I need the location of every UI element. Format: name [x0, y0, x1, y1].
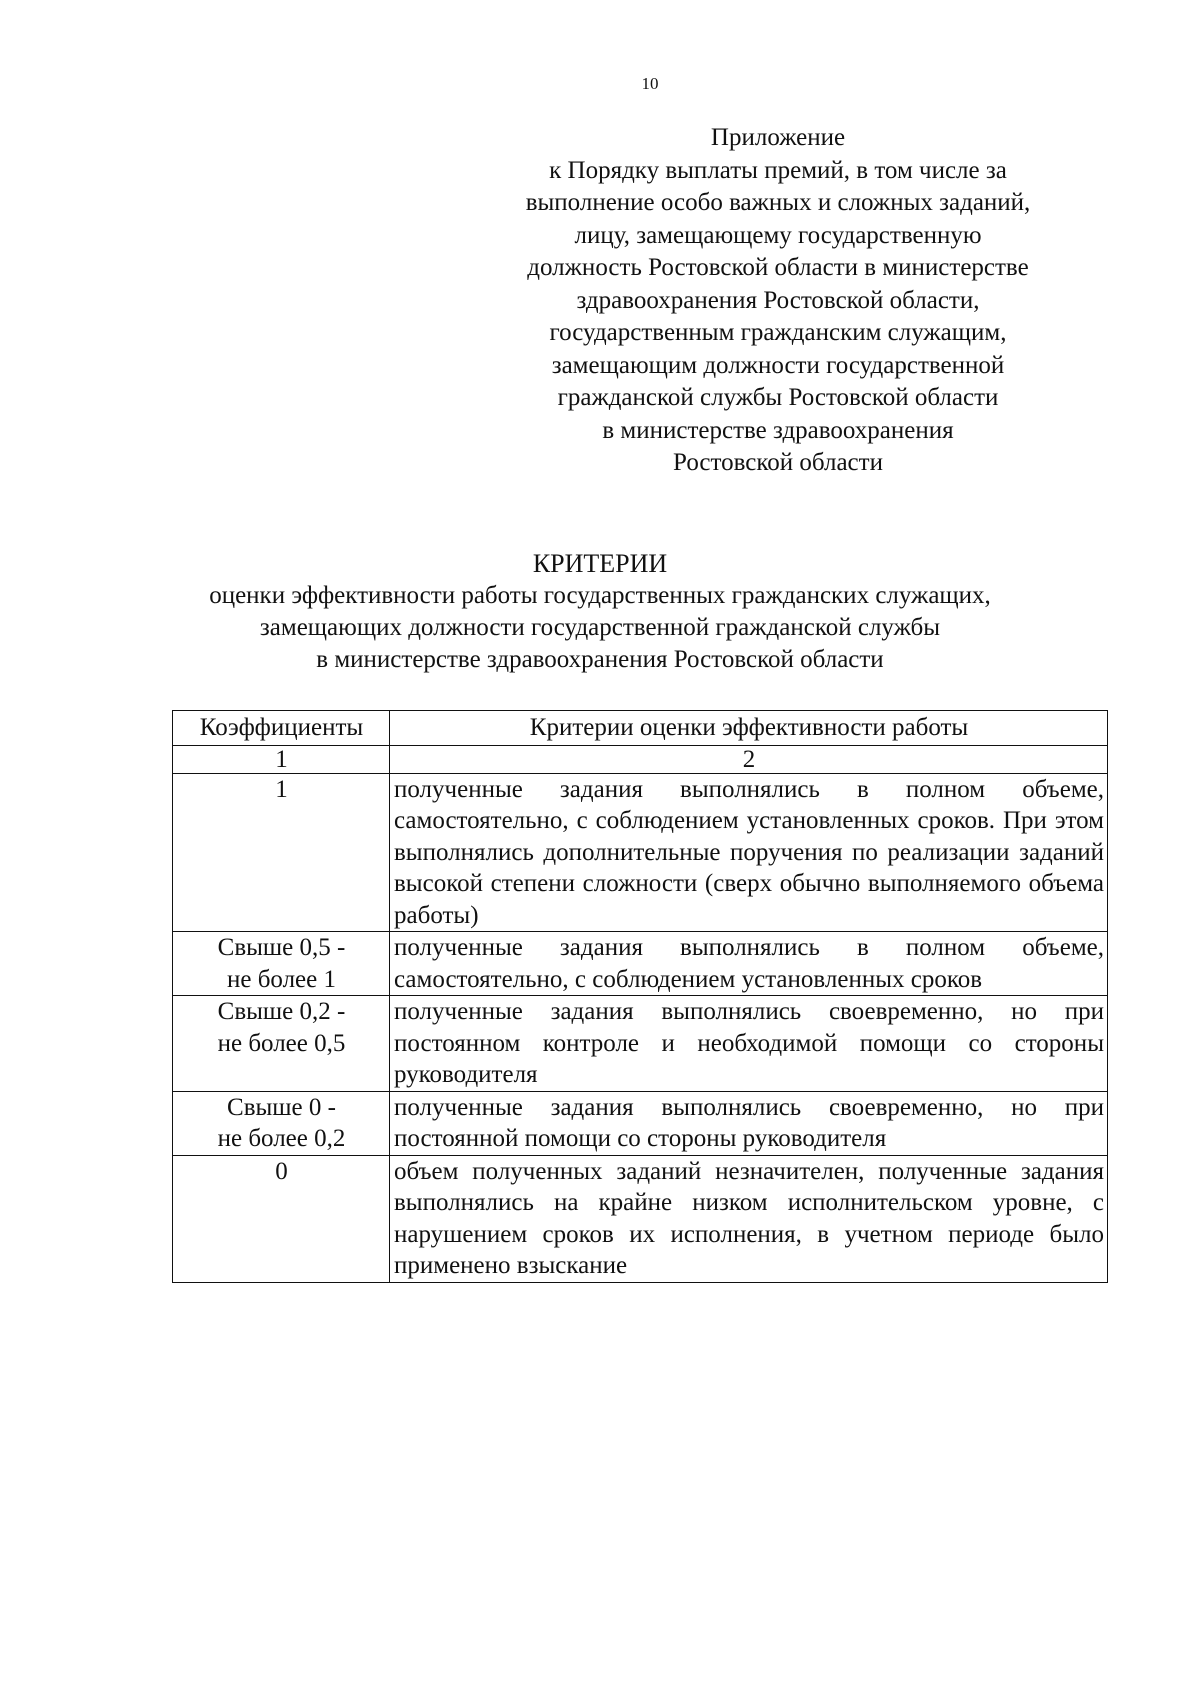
- page-number: 10: [641, 74, 659, 93]
- table-row: [173, 1091, 1108, 1155]
- subtitle-line: в министерстве здравоохранения Ростовской области: [316, 646, 884, 673]
- coefficient-value: 0: [275, 1157, 288, 1185]
- appendix-line: гражданской службы Ростовской области: [557, 384, 999, 411]
- table-row: [173, 932, 1108, 996]
- document-subtitle: [0, 580, 1200, 676]
- table-column-numbers-row: [173, 745, 1108, 773]
- subtitle-line: оценки эффективности работы государственных гражданских служащих,: [209, 582, 991, 609]
- appendix-line: в министерстве здравоохранения: [602, 416, 954, 444]
- criteria-cell: объем полученных заданий незначителен, полученные задания выполнялись на крайне низком исполнительском уровне, с нарушением сроков их исполнения, в учетном периоде было применено взыскание: [390, 1155, 1108, 1282]
- document-title: КРИТЕРИИ: [532, 549, 668, 578]
- coefficient-value: Свыше 0,5 -: [217, 934, 346, 961]
- header-criteria: Критерии оценки эффективности работы: [390, 711, 1108, 746]
- appendix-line: должность Ростовской области в министерстве: [527, 254, 1029, 281]
- coefficient-value: не более 1: [226, 965, 337, 993]
- appendix-line: лицу, замещающему государственную: [574, 221, 982, 249]
- appendix-line: государственным гражданским служащим,: [549, 319, 1007, 346]
- coefficient-value: 1: [275, 775, 288, 803]
- coefficient-cell: [173, 996, 390, 1092]
- table-row: [173, 1155, 1108, 1282]
- appendix-line: Приложение: [710, 124, 846, 151]
- coefficient-cell: [173, 773, 390, 932]
- table-row: [173, 773, 1108, 932]
- column-number: 1: [173, 745, 390, 773]
- criteria-cell: полученные задания выполнялись своевременно, но при постоянной помощи со стороны руководителя: [390, 1091, 1108, 1155]
- criteria-cell: полученные задания выполнялись в полном объеме, самостоятельно, с соблюдением установленных сроков. При этом выполнялись дополнительные поручения по реализации заданий высокой степени сложности (сверх обычно выполняемого объема работы): [390, 773, 1108, 932]
- coefficient-value: Свыше 0,2 -: [217, 998, 346, 1025]
- appendix-line: Ростовской области: [673, 449, 883, 476]
- criteria-cell: полученные задания выполнялись своевременно, но при постоянном контроле и необходимой помощи со стороны руководителя: [390, 996, 1108, 1092]
- table-header-row: [173, 711, 1108, 746]
- column-number: 2: [390, 745, 1108, 773]
- header-coefficients: Коэффициенты: [173, 711, 390, 746]
- appendix-heading: [478, 122, 1078, 480]
- coefficient-cell: [173, 1155, 390, 1282]
- appendix-line: к Порядку выплаты премий, в том числе за: [549, 156, 1007, 184]
- coefficient-value: не более 0,5: [217, 1029, 346, 1057]
- appendix-line: здравоохранения Ростовской области,: [576, 286, 980, 314]
- appendix-line: выполнение особо важных и сложных заданий,: [525, 189, 1031, 216]
- appendix-line: замещающим должности государственной: [551, 351, 1005, 379]
- table-row: [173, 996, 1108, 1092]
- coefficient-cell: [173, 932, 390, 996]
- criteria-table: [172, 710, 1108, 1283]
- subtitle-line: замещающих должности государственной гражданской службы: [259, 614, 941, 641]
- criteria-cell: полученные задания выполнялись в полном объеме, самостоятельно, с соблюдением установленных сроков: [390, 932, 1108, 996]
- coefficient-value: не более 0,2: [217, 1125, 346, 1152]
- coefficient-cell: [173, 1091, 390, 1155]
- coefficient-value: Свыше 0 -: [227, 1093, 336, 1121]
